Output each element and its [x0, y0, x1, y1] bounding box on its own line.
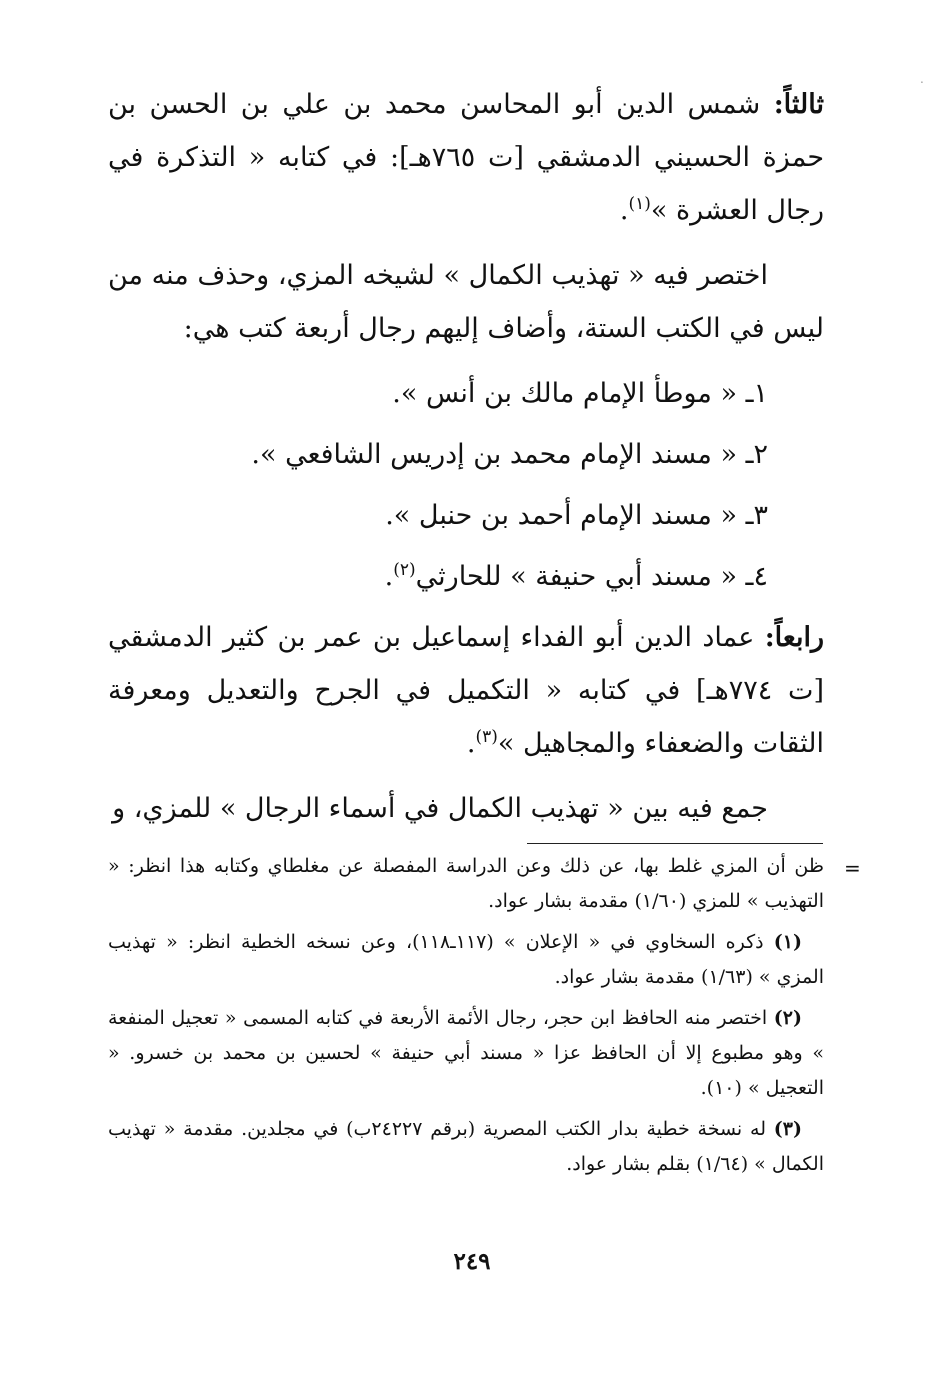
list-item: [108, 550, 824, 603]
list-item: ١ـ « موطأ الإمام مالك بن أنس ».: [392, 378, 768, 409]
footnote-text: ذكره السخاوي في « الإعلان » (١١٧ـ١١٨)، وعن نسخه الخطية انظر: « تهذيب المزي » (١/٦٣) مقدمة بشار عواد.: [108, 931, 824, 988]
list-item-text: ٤ـ « مسند أبي حنيفة » للحارثي: [415, 561, 768, 592]
footnote-ref[interactable]: (٣): [475, 727, 498, 747]
footnote-1: [108, 925, 824, 995]
footnote-number: (٢): [773, 1007, 802, 1029]
footnote-3: [108, 1112, 824, 1182]
margin-mark: .: [920, 72, 924, 86]
paragraph-lead: ثالثاً:: [773, 89, 824, 120]
paragraph-text: عماد الدين أبو الفداء إسماعيل بن عمر بن كثير الدمشقي [ت ٧٧٤هـ] في كتابه « التكميل في الجرح والتعديل ومعرفة الثقات والضعفاء والمجاهيل »: [108, 622, 824, 759]
footnote-ref[interactable]: (٢): [393, 560, 416, 580]
paragraph-rabian: [108, 611, 824, 770]
page-number: ٢٤٩: [453, 1248, 491, 1275]
list-item: ٣ـ « مسند الإمام أحمد بن حنبل ».: [385, 500, 768, 531]
footnote-text: له نسخة خطية بدار الكتب المصرية (برقم ٢٤٢٢٧ب) في مجلدين. مقدمة « تهذيب الكمال » (١/٦٤) بقلم بشار عواد.: [108, 1118, 824, 1175]
paragraph-end: .: [466, 728, 476, 759]
list-item: ٢ـ « مسند الإمام محمد بن إدريس الشافعي ».: [251, 439, 768, 470]
footnote-continuation: ظن أن المزي غلط بها، عن ذلك وعن الدراسة المفصلة عن مغلطاي وكتابه هذا انظر: « التهذيب » للمزي (١/٦٠) مقدمة بشار عواد.: [108, 855, 824, 912]
paragraph-ikhtasar: اختصر فيه « تهذيب الكمال » لشيخه المزي، وحذف منه من ليس في الكتب الستة، وأضاف إليهم رجال أربعة كتب هي:: [108, 260, 824, 344]
footnote-number: (١): [773, 931, 802, 953]
footnotes: [108, 849, 824, 1188]
paragraph-jama: جمع فيه بين « تهذيب الكمال في أسماء الرجال » للمزي، و: [112, 793, 768, 824]
list-item-end: .: [384, 561, 394, 592]
footnote-separator: [527, 843, 823, 844]
paragraph-text: شمس الدين أبو المحاسن محمد بن علي بن الحسن بن حمزة الحسيني الدمشقي [ت ٧٦٥هـ]: في كتابه « التذكرة في رجال العشرة »: [108, 89, 825, 226]
footnote-ref[interactable]: (١): [628, 194, 651, 214]
footnote-2: [108, 1001, 824, 1106]
main-text: [108, 78, 824, 835]
paragraph-end: .: [619, 195, 629, 226]
footnote-text: اختصر منه الحافظ ابن حجر، رجال الأئمة الأربعة في كتابه المسمى « تعجيل المنفعة » وهو مطبوع إلا أن الحافظ عزا « مسند أبي حنيفة » لحسين بن محمد بن خسرو. « التعجيل » (١٠).: [108, 1007, 824, 1099]
paragraph-lead: رابعاً:: [764, 622, 824, 653]
paragraph-thalithan: [108, 78, 824, 237]
footnote-number: (٣): [773, 1118, 802, 1140]
continuation-mark: =: [844, 856, 861, 880]
